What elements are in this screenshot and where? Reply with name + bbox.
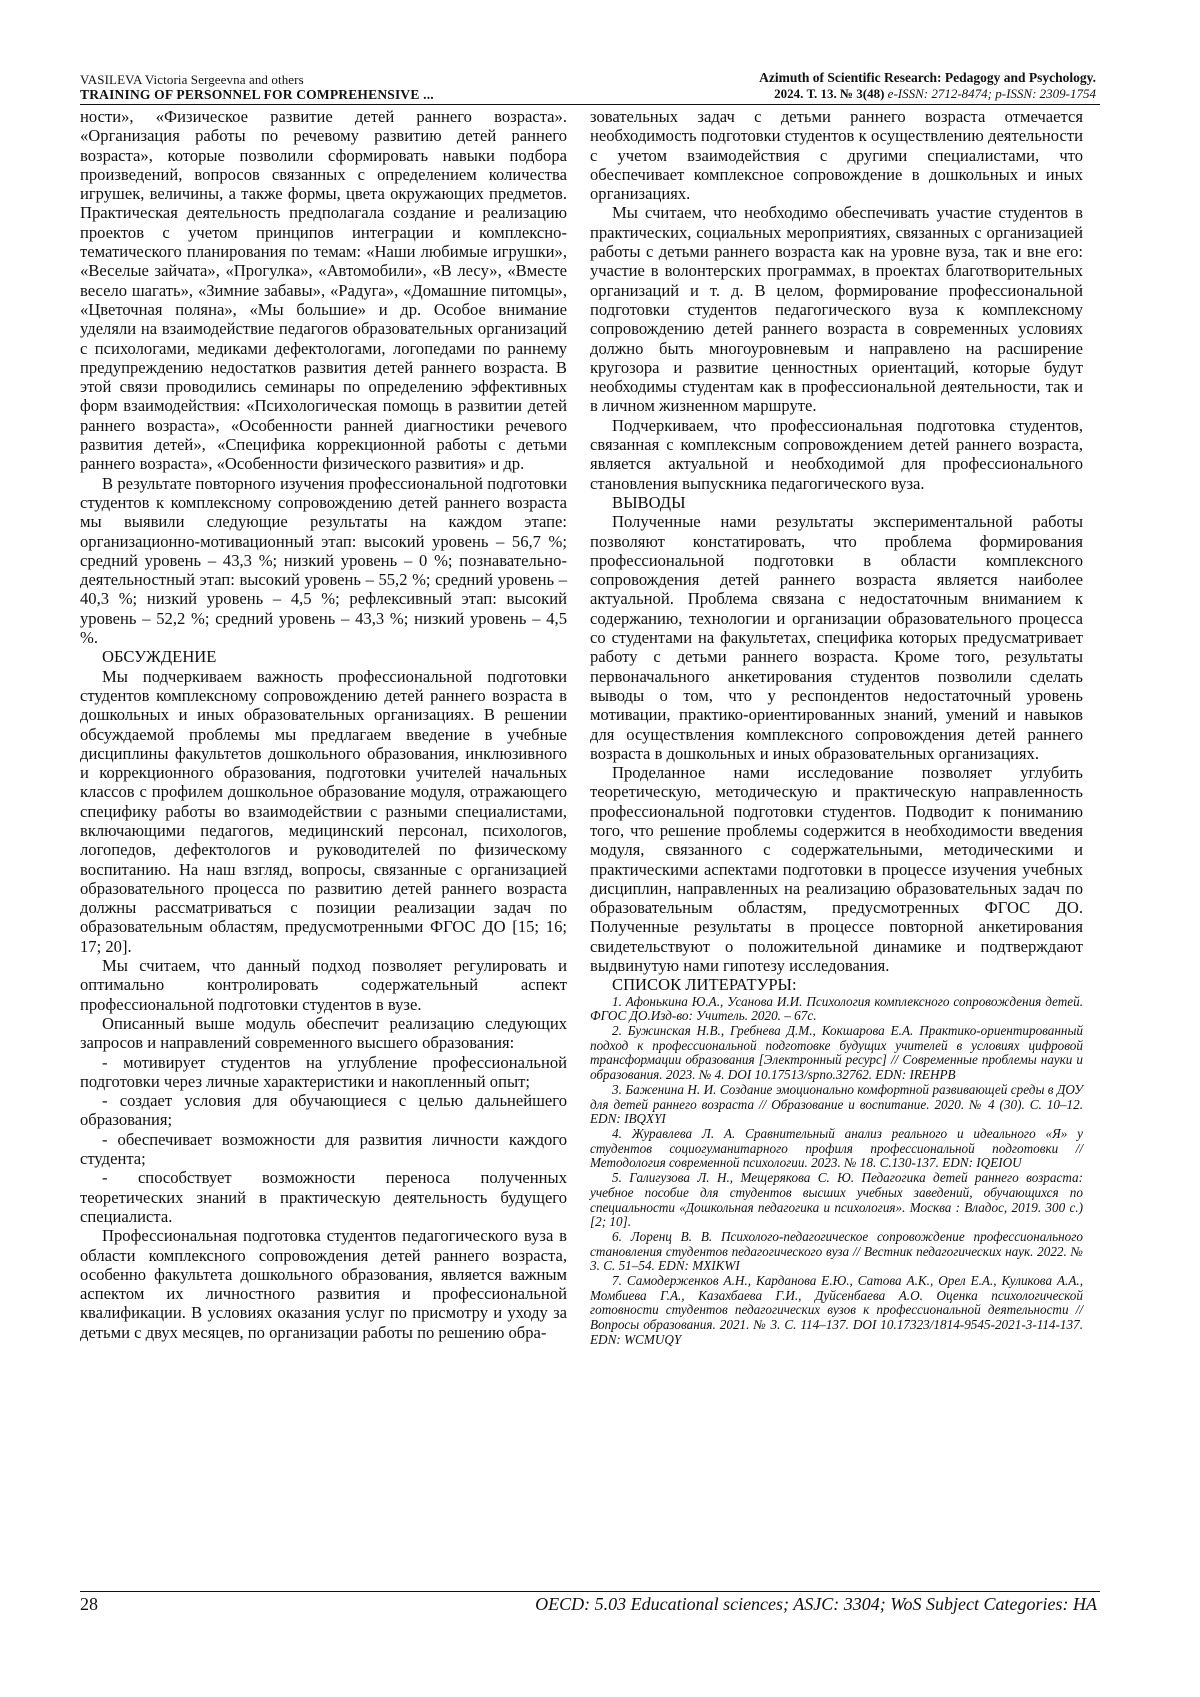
left-paragraph-5: Описанный выше модуль обеспечит реализацию следующих запросов и направлений современного высшего образования: xyxy=(80,1013,567,1053)
reference-item: 5. Галигузова Л. Н., Мещерякова С. Ю. Педагогика детей раннего возраста: учебное пособие для студентов высших учебных заведений, обучающихся по специальности «Дошкольная педагогика и психология». Москва : Владос, 2019. 300 с.) [2; 10]. xyxy=(590,1170,1083,1230)
right-paragraph-2: Мы считаем, что необходимо обеспечивать участие студентов в практических, социальных мероприятиях, связанных с организацией работы с детьми раннего возраста как на уровне вуза, так и вне его: участие в волонтерских программах, в проектах благотворительных организаций и т. д. В целом, формирование профессиональной подготовки студентов педагогического вуза к комплексному сопровождению детей раннего возраста в современных условиях должно быть многоуровневым и направлено на расширение кругозора и развитие ценностных ориентаций, которые будут необходимы студентам как в профессиональной деятельности, так и в личном жизненном маршруте. xyxy=(590,203,1083,416)
reference-item: 3. Баженина Н. И. Создание эмоционально комфортной развивающей среды в ДОУ для детей раннего возраста // Образование и воспитание. 2020. № 4 (30). С. 10–12. EDN: IBQXYI xyxy=(590,1081,1083,1127)
list-item-4: - способствует возможности переноса полученных теоретических знаний в практическую деятельность будущего специалиста. xyxy=(80,1168,567,1226)
header-issue-line xyxy=(536,86,1096,102)
reference-item: 6. Лоренц В. В. Психолого-педагогическое сопровождение профессионального становления студентов педагогического вуза // Вестник педагогических наук. 2022. № 3. С. 51–54. EDN: MXIKWI xyxy=(590,1228,1083,1274)
right-column xyxy=(590,107,1083,1348)
reference-item: 4. Журавлева Л. А. Сравнительный анализ реального и идеального «Я» у студентов социогуманитарного профиля профессиональной подготовки // Методология современной психологии. 2023. № 18. С.130-137. EDN: IQEIOU xyxy=(590,1125,1083,1171)
running-header-left xyxy=(80,72,600,103)
header-issue: 2024. Т. 13. № 3(48) xyxy=(774,86,885,101)
reference-item: 7. Самодерженков А.Н., Карданова Е.Ю., Сатова А.К., Орел Е.А., Куликова А.А., Момбиева Г.А., Казахбаева Г.И., Дуйсенбаева А.О. Оценка психологической готовности студентов педагогических вузов к профессиональной деятельности // Вопросы образования. 2021. № 3. С. 114–137. DOI 10.17323/1814-9545-2021-3-114-137. EDN: WCMUQY xyxy=(590,1273,1083,1347)
reference-list xyxy=(590,995,1083,1348)
right-paragraph-4: Полученные нами результаты экспериментальной работы позволяют констатировать, что проблема формирования профессиональной подготовки в области комплексного сопровождения детей раннего возраста является наиболее актуальной. Проблема связана с недостаточным вниманием к содержанию, технологии и организации образовательного процесса со студентами на факультетах, специфика которых предусматривает работу с детьми раннего возраста. Кроме того, результаты первоначального анкетирования студентов позволили сделать выводы о том, что у респондентов недостаточный уровень мотивации, практико-ориентированных знаний, умений и навыков для осуществления комплексного сопровождения детей раннего возраста в дошкольных и иных образовательных организациях. xyxy=(590,512,1083,763)
section-heading-discussion: ОБСУЖДЕНИЕ xyxy=(102,647,217,667)
right-paragraph-1: зовательных задач с детьми раннего возраста отмечается необходимость подготовки студентов к осуществлению деятельности с учетом взаимодействия с другими специалистами, что обеспечивает комплексное сопровождение в дошкольных и иных организациях. xyxy=(590,107,1083,204)
list-item-1: - мотивирует студентов на углубление профессиональной подготовки через личные характеристики и накопленный опыт; xyxy=(80,1052,567,1091)
footer-classification: OECD: 5.03 Educational sciences; ASJC: 3304; WoS Subject Categories: HA xyxy=(535,1594,1097,1614)
section-heading-references: СПИСОК ЛИТЕРАТУРЫ: xyxy=(612,975,797,995)
header-rule xyxy=(80,104,1100,105)
left-paragraph-2: В результате повторного изучения профессиональной подготовки студентов к комплексному сопровождению детей раннего возраста мы выявили следующие результаты на каждом этапе: организационно-мотивационный этап: высокий уровень – 56,7 %; средний уровень – 43,3 %; низкий уровень – 0 %; познавательно-деятельностный этап: высокий уровень – 55,2 %; средний уровень – 40,3 %; низкий уровень – 4,5 %; рефлексивный этап: высокий уровень – 52,2 %; средний уровень – 43,3 %; низкий уровень – 4,5 %. xyxy=(80,473,567,648)
header-issn: e-ISSN: 2712-8474; p-ISSN: 2309-1754 xyxy=(887,86,1096,101)
list-item-2: - создает условия для обучающиеся с целью дальнейшего образования; xyxy=(80,1091,567,1130)
right-paragraph-3: Подчеркиваем, что профессиональная подготовка студентов, связанная с комплексным сопровождением детей раннего возраста, является актуальной и необходимой для профессионального становления выпускника педагогического вуза. xyxy=(590,415,1083,493)
header-journal: Azimuth of Scientific Research: Pedagogy and Psychology. xyxy=(759,70,1096,85)
header-article-title: TRAINING OF PERSONNEL FOR COMPREHENSIVE ... xyxy=(80,87,434,102)
header-author: VASILEVA Victoria Sergeevna and others xyxy=(80,72,304,87)
right-paragraph-5: Проделанное нами исследование позволяет углубить теоретическую, методическую и практическую направленность профессиональной подготовки студентов. Подводит к пониманию того, что решение проблемы содержится в необходимости введения модуля, связанного с содержательными, методическими и практическими аспектами подготовки в процессе изучения учебных дисциплин, направленных на реализацию образовательных задач по образовательным областям, предусмотренных ФГОС ДО. Полученные результаты в процессе повторной анкетирования свидетельствуют о положительной динамике и подтверждают выдвинутую нами гипотезу исследования. xyxy=(590,763,1083,976)
left-paragraph-3: Мы подчеркиваем важность профессиональной подготовки студентов комплексному сопровождению детей раннего возраста в дошкольных и иных образовательных организациях. В решении обсуждаемой проблемы мы предлагаем введение в учебные дисциплины факультетов дошкольного образования, инклюзивного и коррекционного образования, подготовки учителей начальных классов с профилем дошкольное образование модуля, отражающего специфику работы во взаимодействии с разными специалистами, включающими педагогов, медицинский персонал, психологов, логопедов, дефектологов и руководителей по физическому воспитанию. На наш взгляд, вопросы, связанные с организацией образовательного процесса по развитию детей раннего возраста должны рассматриваться с позиции реализации задач по образовательным областям, предусмотренными ФГОС ДО [15; 16; 17; 20]. xyxy=(80,666,567,956)
reference-item: 2. Бужинская Н.В., Гребнева Д.М., Кокшарова Е.А. Практико-ориентированный подход к профессиональной подготовке будущих учителей в условиях цифровой трансформации образования [Электронный ресурс] // Современные проблемы науки и образования. 2023. № 4. DOI 10.17513/spno.32762. EDN: IREHPB xyxy=(590,1023,1083,1083)
left-paragraph-6: Профессиональная подготовка студентов педагогического вуза в области комплексного сопровождения детей раннего возраста, особенно факультета дошкольного образования, является важным аспектом их личностного развития и профессиональной квалификации. В условиях оказания услуг по присмотру и уходу за детьми с двух месяцев, по организации работы по решению обра- xyxy=(80,1226,567,1342)
page-number: 28 xyxy=(80,1594,98,1614)
left-column xyxy=(80,107,567,1342)
left-paragraph-4: Мы считаем, что данный подход позволяет регулировать и оптимально контролировать содержательный аспект профессиональной подготовки студентов в вузе. xyxy=(80,956,567,1014)
footer-rule xyxy=(80,1591,1100,1592)
left-paragraph-1: ности», «Физическое развитие детей раннего возраста». «Организация работы по речевому развитию детей раннего возраста», которые позволили сформировать навыки подбора произведений, вопросов связанных с определением количества игрушек, величины, а также формы, цвета окружающих предметов. Практическая деятельность предполагала создание и реализацию проектов с учетом принципов интеграции и комплексно-тематического планирования по темам: «Наши любимые игрушки», «Веселые зайчата», «Прогулка», «Автомобили», «В лесу», «Вместе весело шагать», «Зимние забавы», «Радуга», «Домашние питомцы», «Цветочная поляна», «Мы большие» и др. Особое внимание уделяли на взаимодействие педагогов образовательных организаций с психологами, медиками дефектологами, логопедами по раннему предупреждению недостатков развития детей раннего возраста. В этой связи проводились семинары по определению эффективных форм взаимодействия: «Психологическая помощь в развитии детей раннего возраста», «Особенности ранней диагностики речевого развития детей», «Специфика коррекционной работы с детьми раннего возраста», «Особенности физического развития» и др. xyxy=(80,107,567,474)
reference-item: 1. Афонькина Ю.А., Усанова И.И. Психология комплексного сопровождения детей. ФГОС ДО.Изд-во: Учитель. 2020. – 67с. xyxy=(590,993,1083,1024)
running-header-right xyxy=(536,70,1096,102)
list-item-3: - обеспечивает возможности для развития личности каждого студента; xyxy=(80,1129,567,1169)
section-heading-conclusions: ВЫВОДЫ xyxy=(612,492,686,512)
